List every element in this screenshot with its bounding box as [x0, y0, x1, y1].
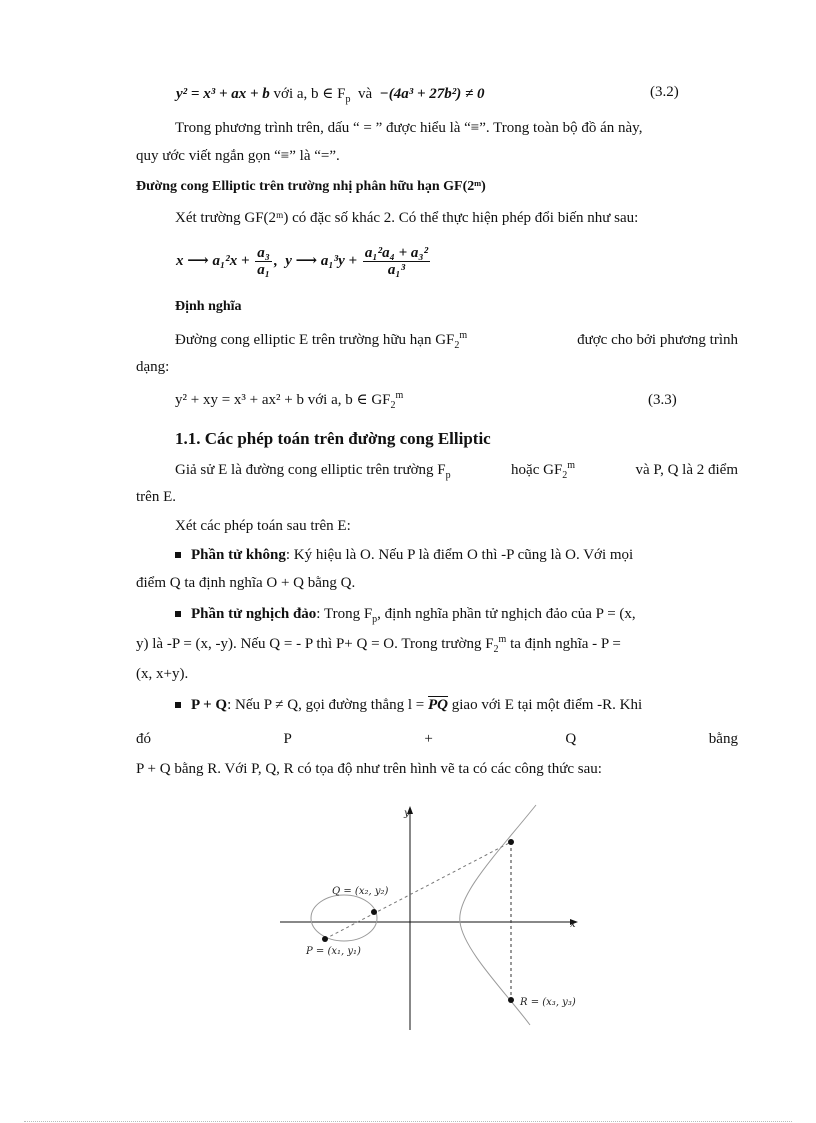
def-part-a	[175, 330, 467, 350]
b2-sup-m: m	[498, 634, 507, 645]
b3-w3: +	[424, 731, 433, 747]
b2-sub-p: p	[372, 614, 378, 625]
bullet-2-line-2	[136, 634, 621, 654]
eq32-number: (3.2)	[650, 84, 679, 100]
p3-sub-p: p	[445, 470, 451, 481]
subst-sep: ,	[274, 253, 278, 269]
subst-y-den: a₁³	[387, 262, 406, 279]
paragraph-3-line-2: trên E.	[136, 489, 176, 505]
b2-line2-a: y) là -P = (x, -y). Nếu Q = - P thì P+ Q = O. Trong trường F	[136, 636, 494, 652]
point-p	[322, 936, 328, 942]
b3-pq: $\overline{PQ}$	[428, 697, 449, 713]
b3-w2: P	[283, 731, 292, 747]
subst-x: x ⟶ a₁²x +	[176, 253, 250, 269]
b3-text-b: giao với E tại một điểm -R. Khi	[451, 697, 643, 713]
paragraph-1-line-2: quy ước viết ngắn gọn “≡” là “=”.	[136, 148, 340, 164]
bullet-marker	[175, 552, 181, 558]
section-heading-1-1: 1.1. Các phép toán trên đường cong Elliptic	[175, 429, 491, 448]
b2-text-a: : Trong F	[316, 606, 373, 622]
bullet-1-line-1	[175, 545, 633, 565]
definition-line-2: dạng:	[136, 359, 170, 375]
def-part-b: được cho bởi phương trình	[577, 332, 738, 348]
b2-sub-2: 2	[493, 644, 499, 655]
b2-line2-b: ta định nghĩa - P =	[510, 636, 621, 652]
substitution-formula	[176, 244, 432, 284]
bullet-marker	[175, 611, 181, 617]
b3-w5: bằng	[708, 731, 738, 747]
label-p: P = (x₁, y₁)	[306, 946, 361, 957]
paragraph-3-line-1	[175, 460, 738, 480]
equation-3-3	[175, 390, 403, 410]
p3-text-a: Giả sử E là đường cong elliptic trên trường F	[175, 462, 446, 478]
eq32-with: với a, b ∈ F	[273, 86, 346, 102]
b3-text-a: : Nếu P ≠ Q, gọi đường thẳng l =	[227, 697, 425, 713]
eq33-number: (3.3)	[648, 392, 677, 408]
x-axis-label: x	[570, 919, 576, 930]
b3-w4: Q	[565, 731, 577, 747]
b2-left	[175, 604, 636, 624]
eq32-and: và	[358, 86, 373, 102]
definition-line-1	[175, 330, 738, 350]
point-minus-r	[508, 839, 514, 845]
eq32-condition: −(4a³ + 27b²) ≠ 0	[379, 86, 485, 102]
bullet-1-line-2: điểm Q ta định nghĩa O + Q bằng Q.	[136, 575, 356, 591]
curve-branch	[460, 805, 536, 1025]
def-text-a: Đường cong elliptic E trên trường hữu hạn GF	[175, 332, 455, 348]
point-r	[508, 997, 514, 1003]
footer-dotted-line	[24, 1121, 792, 1122]
bullet-1-title: Phần tử không	[191, 547, 286, 563]
def-sup-m: m	[459, 330, 468, 341]
bullet-1-text: : Ký hiệu là O. Nếu P là điểm O thì -P cũng là O. Với mọi	[285, 547, 634, 563]
paragraph-4: Xét các phép toán sau trên E:	[175, 518, 351, 534]
eq33-sup-m: m	[395, 390, 404, 401]
bullet-2-title: Phần tử nghịch đảo	[191, 606, 317, 622]
b2-text-b: , định nghĩa phần tử nghịch đảo của P = (x,	[377, 606, 636, 622]
subst-y-num: a₁²a₄ + a₃²	[364, 245, 429, 262]
paragraph-1-line-1: Trong phương trình trên, dấu “ = ” được hiểu là “≡”. Trong toàn bộ đồ án này,	[175, 120, 643, 136]
curve-oval	[311, 895, 377, 941]
bullet-3-line-2	[136, 729, 738, 749]
eq33-sub-2: 2	[390, 400, 396, 411]
p3-sub-2: 2	[562, 470, 568, 481]
b3-w1: đó	[136, 731, 151, 747]
bullet-3-title: P + Q	[191, 697, 228, 713]
p3-sup-m: m	[567, 460, 576, 471]
label-q: Q = (x₂, y₂)	[332, 886, 389, 897]
eq32-lhs: y² = x³ + ax + b	[176, 86, 270, 102]
subst-y: y ⟶ a₁³y +	[285, 253, 358, 269]
p3-text-b: hoặc GF	[511, 462, 563, 478]
label-r: R = (x₃, y₃)	[520, 997, 576, 1008]
subst-x-den: a₁	[257, 262, 271, 279]
eq33-text: y² + xy = x³ + ax² + b với a, b ∈ GF	[175, 392, 391, 408]
y-axis-label: y	[404, 808, 410, 819]
bullet-3-line-3: P + Q bằng R. Với P, Q, R có tọa độ như trên hình vẽ ta có các công thức sau:	[136, 761, 602, 777]
elliptic-curve-figure	[270, 800, 590, 1040]
bullet-3-line-1	[175, 695, 642, 715]
p3-b	[511, 460, 575, 480]
bullet-marker	[175, 702, 181, 708]
bullet-2-line-1	[175, 604, 738, 624]
equation-3-2	[176, 84, 485, 104]
definition-title: Định nghĩa	[175, 299, 242, 314]
subst-x-num: a₃	[257, 245, 271, 262]
bullet-2-line-3: (x, x+y).	[136, 666, 189, 682]
heading-gf: Đường cong Elliptic trên trường nhị phân hữu hạn GF(2ᵐ)	[136, 179, 486, 194]
subst-x-fraction	[255, 245, 272, 278]
p3-c: và P, Q là 2 điểm	[635, 462, 738, 478]
def-sub-2: 2	[454, 340, 460, 351]
p3-a	[175, 460, 451, 480]
eq32-sub-p: p	[345, 94, 351, 105]
point-q	[371, 909, 377, 915]
subst-y-fraction	[363, 245, 430, 278]
paragraph-2: Xét trường GF(2ᵐ) có đặc số khác 2. Có thể thực hiện phép đổi biến như sau:	[175, 210, 639, 226]
